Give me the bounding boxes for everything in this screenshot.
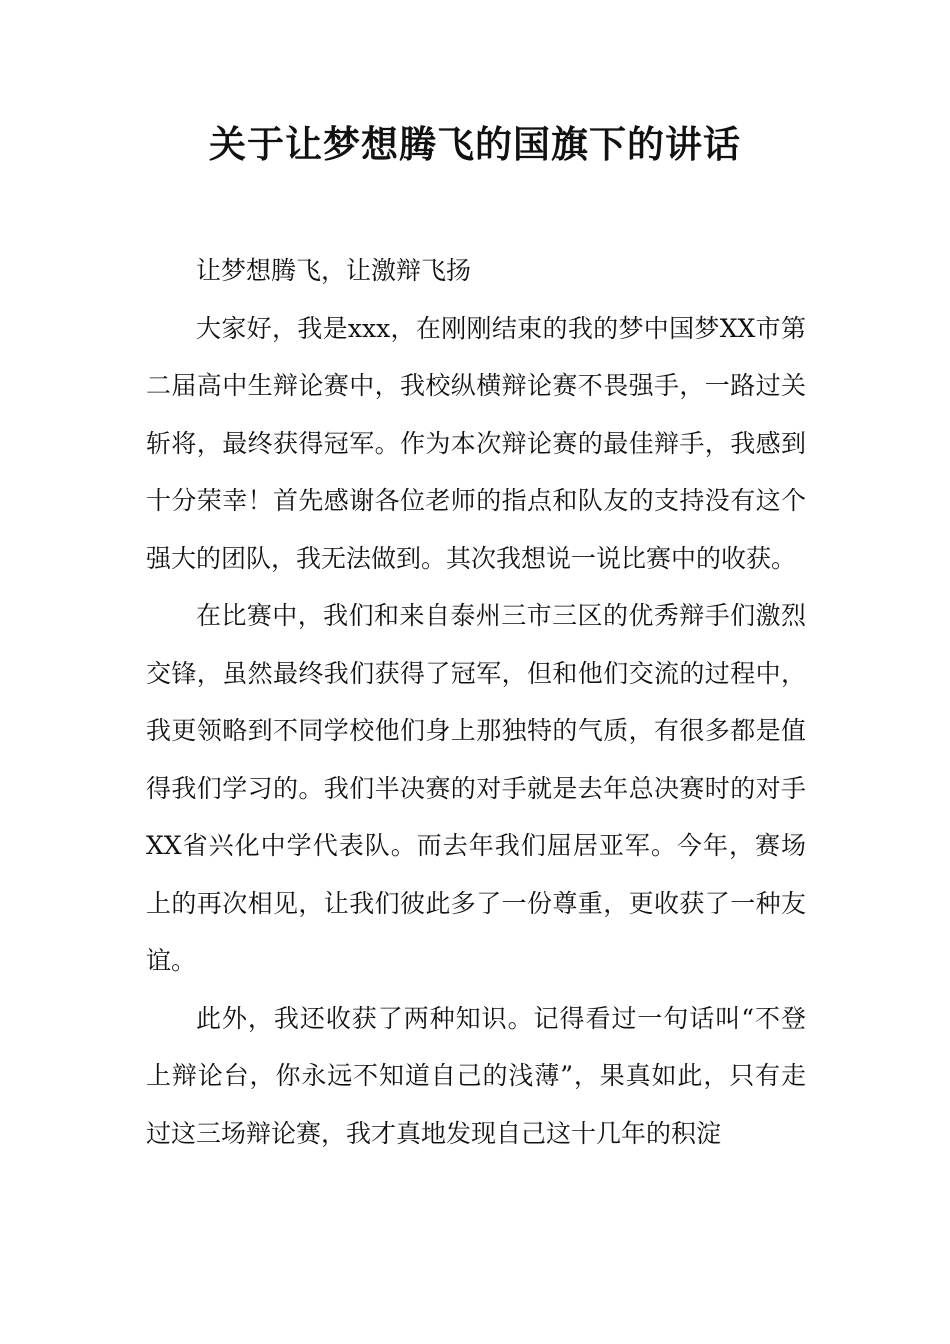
document-title: 关于让梦想腾飞的国旗下的讲话 [209, 122, 741, 166]
paragraph-competition: 在比赛中，我们和来自泰州三市三区的优秀辩手们激烈交锋，虽然最终我们获得了冠军，但和他们交流的过程中，我更领略到不同学校他们身上那独特的气质，有很多都是值得我们学习的。我们半决赛的对手就是去年总决赛时的对手XX省兴化中学代表队。而去年我们屈居亚军。今年，赛场上的再次相见，让我们彼此多了一份尊重，更收获了一种友谊。 [146, 601, 806, 975]
paragraph-knowledge: 此外，我还收获了两种知识。记得看过一句话叫“不登上辩论台，你永远不知道自己的浅薄”，果真如此，只有走过这三场辩论赛，我才真地发现自己这十几年的积淀 [146, 1003, 806, 1148]
paragraph-greeting: 大家好，我是xxx，在刚刚结束的我的梦中国梦XX市第二届高中生辩论赛中，我校纵横辩论赛不畏强手，一路过关斩将，最终获得冠军。作为本次辩论赛的最佳辩手，我感到十分荣幸！首先感谢各位老师的指点和队友的支持没有这个强大的团队，我无法做到。其次我想说一说比赛中的收获。 [146, 313, 806, 573]
paragraph-subtitle: 让梦想腾飞，让激辩飞扬 [196, 256, 472, 285]
document-body [146, 242, 806, 1162]
